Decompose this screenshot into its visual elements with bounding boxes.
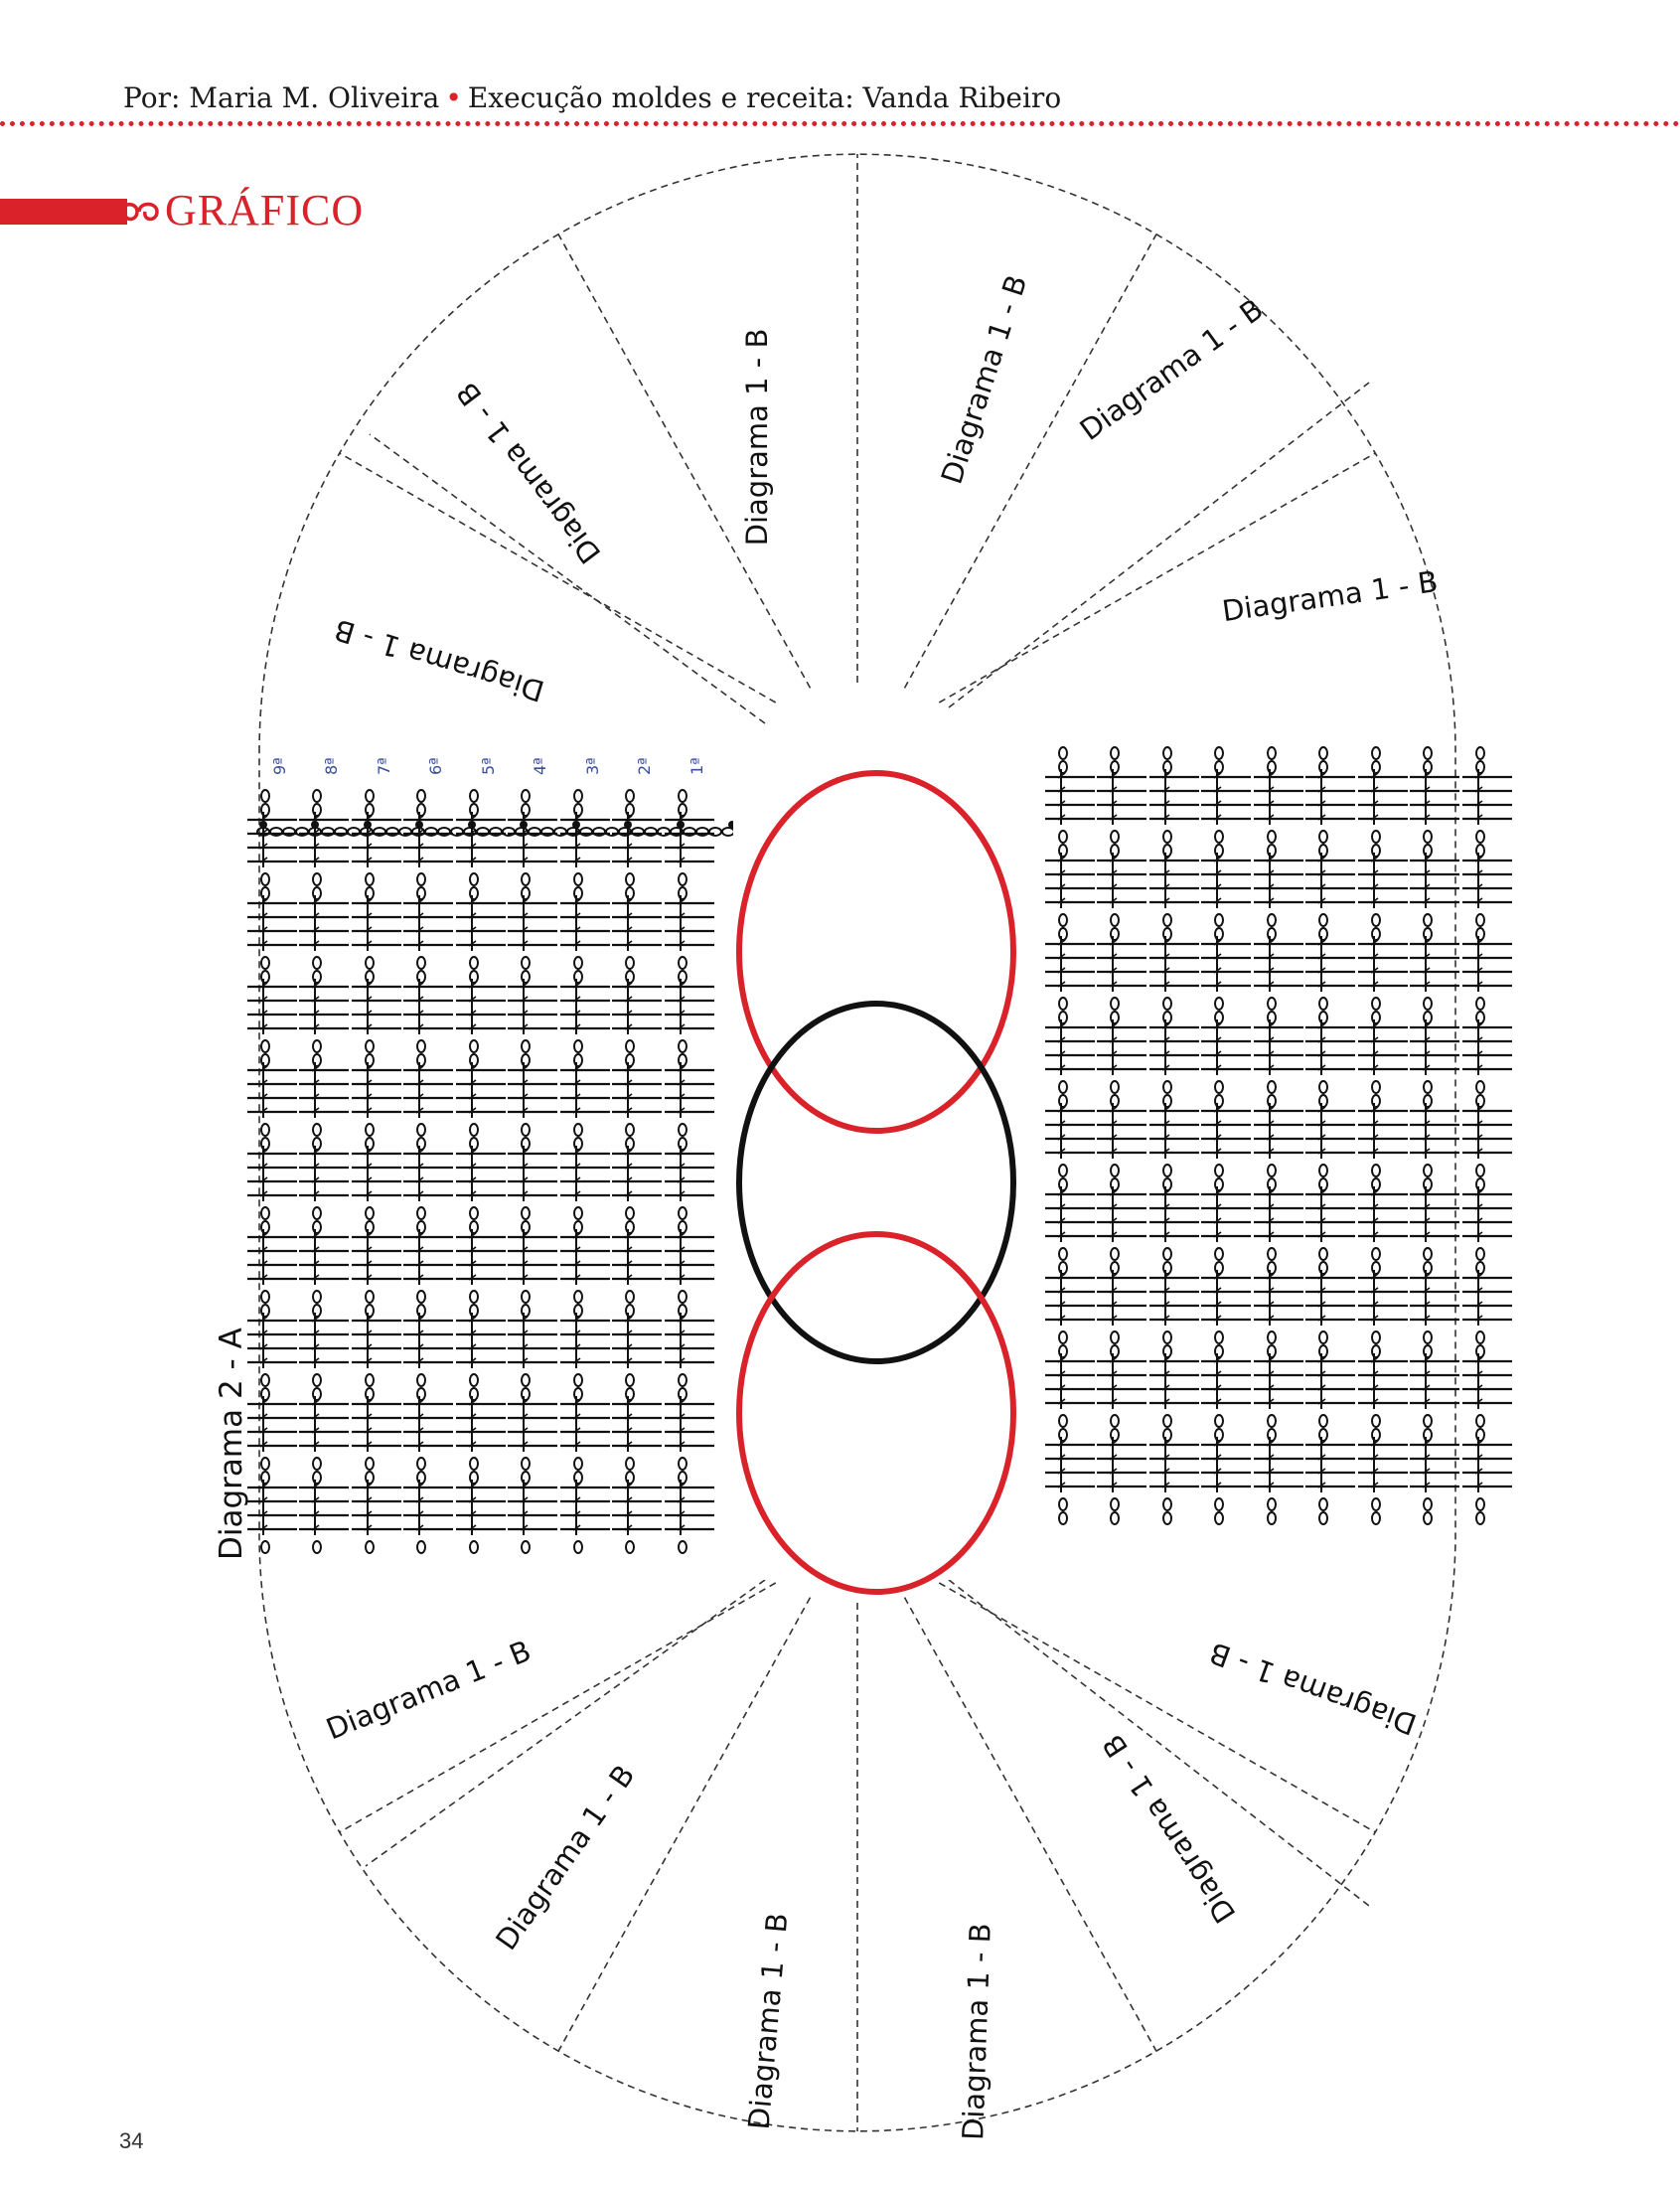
row-number: 5ª [479, 757, 498, 775]
stitch-column [1462, 747, 1512, 1524]
stitch-column [508, 790, 557, 1553]
row-number: 3ª [583, 757, 602, 775]
stitch-column [456, 790, 506, 1553]
stitch-column [403, 790, 453, 1553]
stitch-column [1097, 747, 1146, 1524]
stitch-column [1149, 747, 1199, 1524]
page-number: 34 [119, 2128, 144, 2153]
row-number: 6ª [426, 757, 445, 775]
wedge-label: Diagrama 1 - B [1095, 1728, 1243, 1930]
row-number: 1ª [687, 757, 706, 775]
wedge-label: Diagrama 1 - B [489, 1758, 642, 1956]
stitch-column [1201, 747, 1251, 1524]
wedge-label: Diagrama 1 - B [1204, 1636, 1422, 1742]
row-number: 9ª [270, 757, 289, 775]
diagram-2a-label: Diagrama 2 - A [214, 1328, 249, 1560]
stitch-column [1254, 747, 1303, 1524]
stitch-column [247, 790, 297, 1553]
stitch-column [612, 790, 662, 1553]
bullet-separator: • [445, 81, 462, 114]
row-number: 7ª [375, 757, 393, 775]
wedge-divider [939, 453, 1375, 703]
section-title: GRÁFICO [165, 186, 365, 235]
wedge-label: Diagrama 1 - B [321, 1633, 536, 1747]
stitch-grid-right [1045, 747, 1512, 1524]
execution-credit: Execução moldes e receita: Vanda Ribeiro [467, 81, 1062, 114]
wedge-label: Diagrama 1 - B [956, 1922, 997, 2141]
wedge-label: Diagrama 1 - B [741, 1911, 795, 2131]
stitch-column [665, 790, 714, 1553]
wedge-divider [370, 434, 765, 723]
wedge-label: Diagrama 1 - B [934, 270, 1034, 489]
wedge-label: Diagrama 1 - B [449, 376, 608, 570]
stitch-grid-left [247, 790, 736, 1553]
wedge-label: Diagrama 1 - B [1219, 564, 1441, 629]
author-credit: Por: Maria M. Oliveira [123, 81, 440, 114]
stitch-column [1410, 747, 1459, 1524]
stitch-column [299, 790, 349, 1553]
center-rings [733, 755, 1021, 1592]
wedge-divider [949, 1580, 1369, 1906]
stitch-column [1305, 747, 1355, 1524]
wedge-label: Diagrama 1 - B [740, 328, 774, 547]
stitch-column [1045, 747, 1095, 1524]
wedge-divider [905, 1598, 1157, 2052]
row-number: 2ª [635, 757, 654, 775]
stitch-column [352, 790, 401, 1553]
wedge-divider [366, 1580, 765, 1866]
wedge-divider [949, 383, 1369, 707]
row-number: 8ª [322, 757, 341, 775]
stitch-column [1358, 747, 1408, 1524]
row-numbers [270, 757, 706, 775]
wedge-label: Diagrama 1 - B [1073, 291, 1270, 447]
row-number: 4ª [531, 757, 549, 775]
stitch-column [560, 790, 610, 1553]
wedge-label: Diagrama 1 - B [330, 612, 548, 708]
